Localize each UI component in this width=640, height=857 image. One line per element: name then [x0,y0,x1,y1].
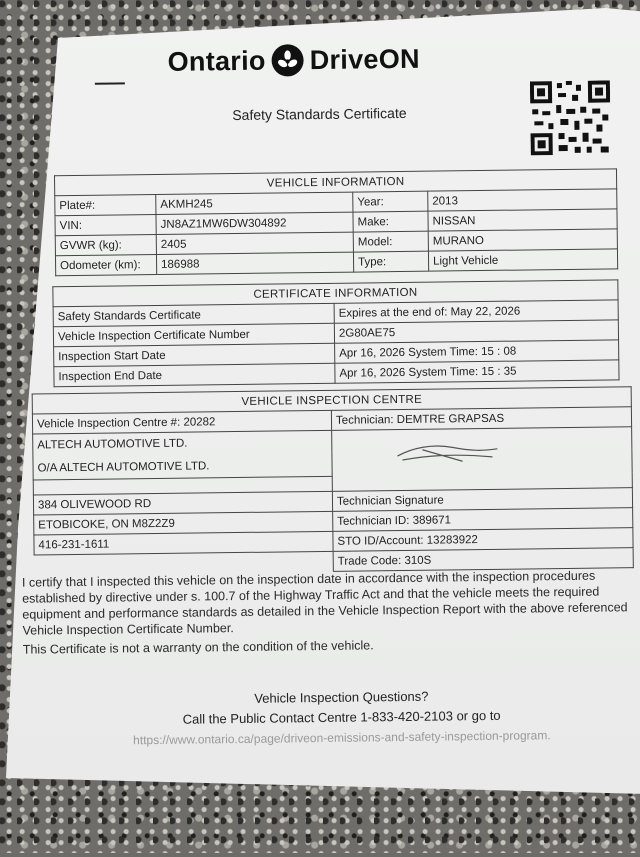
start-date-label: Inspection Start Date [54,343,335,366]
centre-number: Vehicle Inspection Centre #: 20282 [32,410,331,434]
questions-heading: Vehicle Inspection Questions? [254,688,429,706]
trillium-icon-svg [277,49,299,71]
sto-account: STO ID/Account: 13283922 [333,528,633,552]
margin-dash [95,82,125,84]
end-date-label: Inspection End Date [54,363,335,386]
centre-city: ETOBICOKE, ON M8Z2Z9 [34,511,333,535]
qr-code-icon [530,80,611,155]
year-value: 2013 [428,189,617,211]
inspection-centre-table [32,386,634,575]
brand-driveon: DriveON [309,43,421,75]
vehicle-info-table [54,168,618,276]
signature-scribble [392,437,502,468]
certificate-info-heading: CERTIFICATE INFORMATION [53,280,618,307]
technician-id: Technician ID: 389671 [333,508,633,532]
odometer-label: Odometer (km): [55,254,156,275]
centre-operating-as: O/A ALTECH AUTOMOTIVE LTD. [33,453,332,480]
centre-street: 384 OLIVEWOOD RD [33,491,332,515]
gvwr-value: 2405 [156,232,353,254]
odometer-value: 186988 [156,252,353,274]
type-label: Type: [353,251,428,272]
type-value: Light Vehicle [428,249,617,271]
info-link[interactable]: https://www.ontario.ca/page/driveon-emissions-and-safety-inspection-program. [133,728,551,748]
signature-box [332,427,633,492]
vic-number-label: Vehicle Inspection Certificate Number [53,323,334,346]
plate-label: Plate#: [55,194,156,215]
certificate-info-table [52,279,619,387]
warranty-disclaimer: This Certificate is not a warranty on the condition of the vehicle. [22,638,374,657]
signature-label: Technician Signature [332,488,632,512]
plate-value: AKMH245 [156,192,353,214]
make-label: Make: [353,211,428,232]
vehicle-info-heading: VEHICLE INFORMATION [54,169,616,196]
certify-text: I certify that I inspected this vehicle on the inspection date in accordance with the inspection procedures established by directive under s. 100.7 of the Highway Traffic Act and that the vehicle meets the required equipment and performance standards as detailed in the Vehicle Inspection Report with the above referenced Vehicle Inspection Certificate Number. [21,568,628,638]
end-date-value: Apr 16, 2026 System Time: 15 : 35 [335,360,619,383]
centre-phone: 416-231-1611 [34,531,333,555]
make-value: NISSAN [428,209,617,231]
vin-value: JN8AZ1MW6DW304892 [156,212,353,234]
certification-statement [22,567,640,658]
ssc-label: Safety Standards Certificate [53,303,334,326]
contact-line: Call the Public Contact Centre 1-833-420-2103 or go to [182,707,501,727]
vic-number-value: 2G80AE75 [334,320,618,343]
year-label: Year: [353,191,428,212]
technician-name: Technician: DEMTRE GRAPSAS [331,407,631,431]
brand-ontario: Ontario [167,45,266,77]
centre-name: ALTECH AUTOMOTIVE LTD. [33,430,332,457]
trade-code: Trade Code: 310S [333,548,633,572]
document-title: Safety Standards Certificate [232,104,407,124]
model-label: Model: [353,231,428,252]
contact-footer [91,685,592,751]
inspection-centre-heading: VEHICLE INSPECTION CENTRE [32,387,631,414]
brand-header [167,43,420,78]
start-date-value: Apr 16, 2026 System Time: 15 : 08 [335,340,619,363]
model-value: MURANO [428,229,617,251]
ssc-expiry: Expires at the end of: May 22, 2026 [334,300,618,323]
trillium-logo-icon [272,44,304,76]
gvwr-label: GVWR (kg): [55,234,156,255]
vin-label: VIN: [55,214,156,235]
